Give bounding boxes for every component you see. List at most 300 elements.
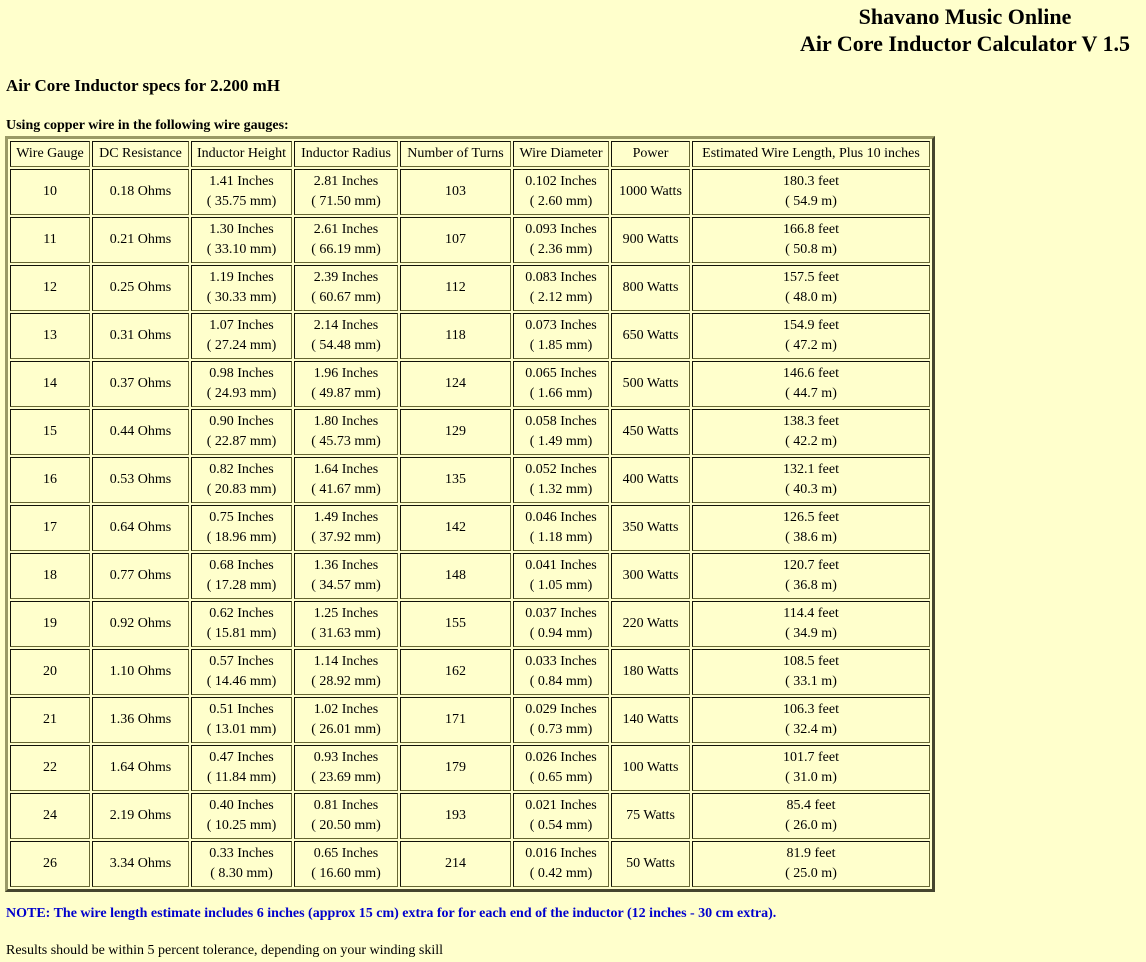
inductor-height-inches: 0.62 Inches: [209, 606, 274, 621]
table-cell: [191, 217, 292, 263]
wire-diameter-mm: ( 1.18 mm): [529, 530, 593, 545]
wire-diameter-mm: ( 2.60 mm): [529, 194, 593, 209]
table-cell: [191, 313, 292, 359]
wire-length-feet: 157.5 feet: [783, 270, 839, 285]
number-of-turns-value: 142: [445, 520, 466, 535]
inductor-height-inches: 1.07 Inches: [209, 318, 274, 333]
table-cell: [294, 361, 398, 407]
table-cell: [400, 553, 511, 599]
table-cell: [92, 361, 189, 407]
header-wire-gauge: Wire Gauge: [10, 141, 90, 167]
wire-length-meters: ( 32.4 m): [785, 722, 837, 737]
dc-resistance-value: 2.19 Ohms: [109, 808, 172, 823]
inductor-radius-mm: ( 20.50 mm): [311, 818, 381, 833]
inductor-height-inches: 0.75 Inches: [209, 510, 274, 525]
power-value: 180 Watts: [622, 664, 679, 679]
number-of-turns-value: 148: [445, 568, 466, 583]
table-cell: [513, 745, 609, 791]
table-row: [10, 697, 930, 743]
dc-resistance-value: 0.44 Ohms: [109, 424, 172, 439]
inductor-height-inches: 1.41 Inches: [209, 174, 274, 189]
table-cell: [513, 265, 609, 311]
table-cell: [692, 313, 930, 359]
table-cell: [513, 841, 609, 887]
table-cell: [692, 601, 930, 647]
header-power: Power: [611, 141, 690, 167]
table-cell: [92, 409, 189, 455]
wire-length-meters: ( 25.0 m): [785, 866, 837, 881]
inductor-radius-mm: ( 26.01 mm): [311, 722, 381, 737]
table-cell: [10, 457, 90, 503]
table-cell: [92, 601, 189, 647]
number-of-turns-value: 135: [445, 472, 466, 487]
table-cell: [294, 697, 398, 743]
wire-gauge-value: 24: [43, 808, 57, 823]
table-cell: [191, 601, 292, 647]
table-cell: [611, 217, 690, 263]
dc-resistance-value: 0.21 Ohms: [109, 232, 172, 247]
table-cell: [10, 361, 90, 407]
table-row: [10, 217, 930, 263]
table-cell: [92, 745, 189, 791]
wire-diameter-inches: 0.041 Inches: [525, 558, 597, 573]
table-cell: [692, 553, 930, 599]
table-row: [10, 313, 930, 359]
wire-diameter-mm: ( 1.85 mm): [529, 338, 593, 353]
table-row: [10, 169, 930, 215]
number-of-turns-value: 179: [445, 760, 466, 775]
table-body: [10, 169, 930, 887]
wire-gauge-value: 20: [43, 664, 57, 679]
number-of-turns-value: 118: [445, 328, 466, 343]
header-number-of-turns: Number of Turns: [400, 141, 511, 167]
power-value: 50 Watts: [626, 856, 675, 871]
table-cell: [191, 409, 292, 455]
wire-diameter-mm: ( 0.94 mm): [529, 626, 593, 641]
inductor-radius-inches: 1.96 Inches: [313, 366, 379, 381]
table-cell: [611, 505, 690, 551]
wire-diameter-mm: ( 2.12 mm): [529, 290, 593, 305]
table-cell: [400, 841, 511, 887]
wire-gauge-value: 13: [43, 328, 57, 343]
wire-gauge-value: 16: [43, 472, 57, 487]
table-cell: [400, 217, 511, 263]
table-cell: [611, 409, 690, 455]
inductor-height-inches: 0.40 Inches: [209, 798, 274, 813]
dc-resistance-value: 1.36 Ohms: [109, 712, 172, 727]
wire-length-feet: 180.3 feet: [783, 174, 839, 189]
table-cell: [400, 793, 511, 839]
wire-diameter-inches: 0.083 Inches: [525, 270, 597, 285]
wire-length-meters: ( 54.9 m): [785, 194, 837, 209]
gauge-intro: Using copper wire in the following wire gauges:: [6, 118, 289, 133]
table-cell: [10, 409, 90, 455]
wire-length-meters: ( 40.3 m): [785, 482, 837, 497]
table-cell: [513, 553, 609, 599]
table-cell: [92, 793, 189, 839]
power-value: 400 Watts: [622, 472, 679, 487]
table-cell: [692, 649, 930, 695]
table-cell: [10, 745, 90, 791]
app-title: Air Core Inductor Calculator V 1.5: [799, 31, 1130, 56]
table-cell: [513, 649, 609, 695]
number-of-turns-value: 155: [445, 616, 466, 631]
wire-length-feet: 85.4 feet: [786, 798, 836, 813]
table-cell: [10, 217, 90, 263]
power-value: 800 Watts: [622, 280, 679, 295]
inductor-radius-inches: 1.25 Inches: [313, 606, 379, 621]
wire-diameter-inches: 0.073 Inches: [525, 318, 597, 333]
table-cell: [294, 457, 398, 503]
power-value: 450 Watts: [622, 424, 679, 439]
inductor-radius-inches: 1.49 Inches: [313, 510, 379, 525]
wire-length-meters: ( 44.7 m): [785, 386, 837, 401]
wire-length-feet: 166.8 feet: [783, 222, 839, 237]
table-cell: [10, 601, 90, 647]
table-cell: [191, 793, 292, 839]
table-cell: [692, 841, 930, 887]
wire-diameter-mm: ( 1.66 mm): [529, 386, 593, 401]
table-cell: [10, 841, 90, 887]
wire-gauge-value: 18: [43, 568, 57, 583]
table-cell: [92, 505, 189, 551]
inductor-height-mm: ( 15.81 mm): [206, 626, 277, 641]
inductor-radius-mm: ( 16.60 mm): [311, 866, 381, 881]
dc-resistance-value: 1.10 Ohms: [109, 664, 172, 679]
table-cell: [611, 601, 690, 647]
power-value: 75 Watts: [626, 808, 675, 823]
table-cell: [513, 313, 609, 359]
table-cell: [513, 697, 609, 743]
table-cell: [10, 697, 90, 743]
inductor-radius-mm: ( 28.92 mm): [311, 674, 381, 689]
table-cell: [692, 457, 930, 503]
inductor-radius-mm: ( 37.92 mm): [311, 530, 381, 545]
wire-diameter-inches: 0.029 Inches: [525, 702, 597, 717]
wire-length-meters: ( 48.0 m): [785, 290, 837, 305]
inductor-radius-inches: 1.36 Inches: [313, 558, 379, 573]
inductor-height-inches: 0.98 Inches: [209, 366, 274, 381]
table-cell: [294, 601, 398, 647]
inductor-height-mm: ( 24.93 mm): [206, 386, 277, 401]
header-wire-length: Estimated Wire Length, Plus 10 inches: [692, 141, 930, 167]
inductor-height-inches: 0.82 Inches: [209, 462, 274, 477]
inductor-radius-inches: 2.61 Inches: [313, 222, 379, 237]
table-cell: [191, 265, 292, 311]
table-cell: [294, 793, 398, 839]
inductor-height-mm: ( 14.46 mm): [206, 674, 277, 689]
wire-diameter-inches: 0.093 Inches: [525, 222, 597, 237]
wire-length-feet: 81.9 feet: [786, 846, 836, 861]
table-cell: [400, 361, 511, 407]
table-cell: [400, 313, 511, 359]
table-cell: [513, 793, 609, 839]
inductor-radius-mm: ( 54.48 mm): [311, 338, 381, 353]
wire-diameter-inches: 0.026 Inches: [525, 750, 597, 765]
dc-resistance-value: 1.64 Ohms: [109, 760, 172, 775]
inductor-height-mm: ( 11.84 mm): [206, 770, 277, 785]
table-cell: [611, 313, 690, 359]
table-cell: [400, 457, 511, 503]
wire-diameter-inches: 0.102 Inches: [525, 174, 597, 189]
table-cell: [92, 313, 189, 359]
table-cell: [92, 697, 189, 743]
table-row: [10, 361, 930, 407]
table-cell: [191, 649, 292, 695]
table-cell: [191, 361, 292, 407]
table-row: [10, 745, 930, 791]
table-cell: [513, 601, 609, 647]
inductor-radius-mm: ( 41.67 mm): [311, 482, 381, 497]
wire-length-meters: ( 26.0 m): [785, 818, 837, 833]
inductor-radius-mm: ( 60.67 mm): [311, 290, 381, 305]
number-of-turns-value: 162: [445, 664, 466, 679]
inductor-radius-inches: 0.93 Inches: [313, 750, 379, 765]
table-cell: [191, 841, 292, 887]
site-name: Shavano Music Online: [858, 4, 1072, 29]
inductor-radius-inches: 0.65 Inches: [313, 846, 379, 861]
number-of-turns-value: 214: [445, 856, 466, 871]
table-cell: [611, 649, 690, 695]
power-value: 650 Watts: [622, 328, 679, 343]
inductor-height-mm: ( 33.10 mm): [206, 242, 277, 257]
wire-length-meters: ( 31.0 m): [785, 770, 837, 785]
wire-diameter-inches: 0.046 Inches: [525, 510, 597, 525]
wire-length-feet: 132.1 feet: [783, 462, 839, 477]
inductor-height-inches: 1.19 Inches: [209, 270, 274, 285]
table-cell: [92, 265, 189, 311]
wire-gauge-value: 22: [43, 760, 57, 775]
inductor-radius-mm: ( 23.69 mm): [311, 770, 381, 785]
inductor-height-inches: 0.47 Inches: [209, 750, 274, 765]
inductor-height-mm: ( 35.75 mm): [206, 194, 277, 209]
inductor-height-inches: 1.30 Inches: [209, 222, 274, 237]
wire-length-meters: ( 34.9 m): [785, 626, 837, 641]
spec-title: Air Core Inductor specs for 2.200 mH: [6, 76, 281, 95]
table-cell: [400, 697, 511, 743]
header-wire-diameter: Wire Diameter: [513, 141, 609, 167]
number-of-turns-value: 193: [445, 808, 466, 823]
dc-resistance-value: 0.31 Ohms: [109, 328, 172, 343]
inductor-height-inches: 0.51 Inches: [209, 702, 274, 717]
table-cell: [10, 313, 90, 359]
inductor-radius-mm: ( 45.73 mm): [311, 434, 381, 449]
dc-resistance-value: 3.34 Ohms: [109, 856, 172, 871]
wire-diameter-mm: ( 0.65 mm): [529, 770, 593, 785]
wire-length-feet: 126.5 feet: [783, 510, 839, 525]
dc-resistance-value: 0.64 Ohms: [109, 520, 172, 535]
wire-length-feet: 138.3 feet: [783, 414, 839, 429]
wire-gauge-value: 17: [43, 520, 57, 535]
table-cell: [191, 169, 292, 215]
table-cell: [692, 745, 930, 791]
table-cell: [294, 841, 398, 887]
inductor-radius-mm: ( 34.57 mm): [311, 578, 381, 593]
wire-gauge-value: 26: [43, 856, 57, 871]
table-cell: [400, 649, 511, 695]
table-cell: [400, 265, 511, 311]
table-row: [10, 649, 930, 695]
table-cell: [611, 697, 690, 743]
inductor-height-mm: ( 8.30 mm): [210, 866, 273, 881]
inductor-radius-inches: 1.14 Inches: [313, 654, 379, 669]
dc-resistance-value: 0.77 Ohms: [109, 568, 172, 583]
wire-length-feet: 106.3 feet: [783, 702, 839, 717]
table-cell: [10, 505, 90, 551]
number-of-turns-value: 112: [445, 280, 466, 295]
tolerance-text: Results should be within 5 percent tolerance, depending on your winding skill: [6, 943, 444, 958]
inductor-height-mm: ( 13.01 mm): [206, 722, 277, 737]
dc-resistance-value: 0.37 Ohms: [109, 376, 172, 391]
table-cell: [692, 265, 930, 311]
table-cell: [294, 265, 398, 311]
table-cell: [513, 457, 609, 503]
wire-gauge-value: 14: [43, 376, 57, 391]
inductor-height-inches: 0.57 Inches: [209, 654, 274, 669]
wire-gauge-value: 15: [43, 424, 57, 439]
number-of-turns-value: 103: [445, 184, 466, 199]
table-cell: [400, 601, 511, 647]
table-cell: [611, 361, 690, 407]
wire-length-meters: ( 33.1 m): [785, 674, 837, 689]
table-cell: [692, 793, 930, 839]
wire-length-note: NOTE: The wire length estimate includes 6 inches (approx 15 cm) extra for for each end of the inductor (12 inches - 30 cm extra).: [6, 906, 777, 921]
power-value: 220 Watts: [622, 616, 679, 631]
power-value: 140 Watts: [622, 712, 679, 727]
number-of-turns-value: 129: [445, 424, 466, 439]
table-cell: [611, 553, 690, 599]
wire-diameter-mm: ( 1.05 mm): [529, 578, 593, 593]
table-cell: [692, 169, 930, 215]
wire-diameter-mm: ( 0.73 mm): [529, 722, 593, 737]
power-value: 900 Watts: [622, 232, 679, 247]
inductor-radius-mm: ( 66.19 mm): [311, 242, 381, 257]
number-of-turns-value: 107: [445, 232, 466, 247]
table-cell: [294, 649, 398, 695]
wire-diameter-inches: 0.033 Inches: [525, 654, 597, 669]
table-cell: [611, 841, 690, 887]
wire-diameter-inches: 0.065 Inches: [525, 366, 597, 381]
table-cell: [191, 553, 292, 599]
header-inductor-height: Inductor Height: [191, 141, 292, 167]
wire-length-feet: 101.7 feet: [783, 750, 839, 765]
inductor-height-mm: ( 27.24 mm): [206, 338, 277, 353]
number-of-turns-value: 171: [445, 712, 466, 727]
table-cell: [294, 553, 398, 599]
inductor-height-inches: 0.68 Inches: [209, 558, 274, 573]
table-cell: [294, 217, 398, 263]
table-cell: [10, 793, 90, 839]
power-value: 300 Watts: [622, 568, 679, 583]
inductor-radius-inches: 0.81 Inches: [313, 798, 379, 813]
table-cell: [692, 361, 930, 407]
table-cell: [10, 553, 90, 599]
table-cell: [611, 169, 690, 215]
wire-length-feet: 108.5 feet: [783, 654, 839, 669]
table-cell: [611, 745, 690, 791]
inductor-radius-inches: 2.81 Inches: [313, 174, 379, 189]
table-cell: [10, 169, 90, 215]
table-cell: [92, 217, 189, 263]
table-cell: [294, 505, 398, 551]
wire-diameter-inches: 0.052 Inches: [525, 462, 597, 477]
table-cell: [191, 745, 292, 791]
wire-length-feet: 114.4 feet: [783, 606, 839, 621]
wire-length-meters: ( 50.8 m): [785, 242, 837, 257]
power-value: 1000 Watts: [619, 184, 682, 199]
table-cell: [692, 217, 930, 263]
wire-length-feet: 154.9 feet: [783, 318, 839, 333]
dc-resistance-value: 0.25 Ohms: [109, 280, 172, 295]
inductor-height-inches: 0.90 Inches: [209, 414, 274, 429]
wire-gauge-value: 11: [43, 232, 57, 247]
table-cell: [92, 169, 189, 215]
wire-length-feet: 120.7 feet: [783, 558, 839, 573]
table-cell: [294, 169, 398, 215]
wire-diameter-mm: ( 1.32 mm): [529, 482, 593, 497]
power-value: 500 Watts: [622, 376, 679, 391]
wire-diameter-mm: ( 0.84 mm): [529, 674, 593, 689]
table-row: [10, 553, 930, 599]
power-value: 100 Watts: [622, 760, 679, 775]
table-cell: [400, 745, 511, 791]
table-cell: [400, 169, 511, 215]
wire-diameter-mm: ( 2.36 mm): [529, 242, 593, 257]
table-cell: [10, 649, 90, 695]
table-cell: [513, 169, 609, 215]
wire-length-meters: ( 38.6 m): [785, 530, 837, 545]
wire-length-meters: ( 47.2 m): [785, 338, 837, 353]
number-of-turns-value: 124: [445, 376, 466, 391]
table-cell: [294, 409, 398, 455]
table-cell: [92, 649, 189, 695]
site-header: [800, 3, 1130, 57]
table-row: [10, 793, 930, 839]
wire-diameter-mm: ( 0.42 mm): [529, 866, 593, 881]
inductor-height-mm: ( 18.96 mm): [206, 530, 277, 545]
header-inductor-radius: Inductor Radius: [294, 141, 398, 167]
table-cell: [692, 409, 930, 455]
inductor-radius-inches: 1.80 Inches: [313, 414, 379, 429]
table-cell: [92, 553, 189, 599]
table-row: [10, 265, 930, 311]
wire-diameter-inches: 0.021 Inches: [525, 798, 597, 813]
wire-diameter-inches: 0.016 Inches: [525, 846, 597, 861]
inductor-radius-inches: 2.14 Inches: [313, 318, 379, 333]
table-cell: [191, 505, 292, 551]
inductor-height-mm: ( 10.25 mm): [206, 818, 277, 833]
table-cell: [294, 745, 398, 791]
table-cell: [611, 265, 690, 311]
table-cell: [191, 697, 292, 743]
wire-diameter-mm: ( 1.49 mm): [529, 434, 593, 449]
header-dc-resistance: DC Resistance: [92, 141, 189, 167]
table-cell: [513, 505, 609, 551]
table-row: [10, 457, 930, 503]
table-cell: [92, 841, 189, 887]
inductor-radius-mm: ( 71.50 mm): [311, 194, 381, 209]
table-cell: [611, 457, 690, 503]
table-cell: [513, 361, 609, 407]
inductor-radius-inches: 1.02 Inches: [313, 702, 379, 717]
table-cell: [513, 217, 609, 263]
table-cell: [692, 697, 930, 743]
wire-gauge-value: 19: [43, 616, 57, 631]
table-header-row: [10, 141, 930, 167]
wire-length-meters: ( 42.2 m): [785, 434, 837, 449]
inductor-height-mm: ( 30.33 mm): [206, 290, 277, 305]
inductor-height-mm: ( 17.28 mm): [206, 578, 277, 593]
